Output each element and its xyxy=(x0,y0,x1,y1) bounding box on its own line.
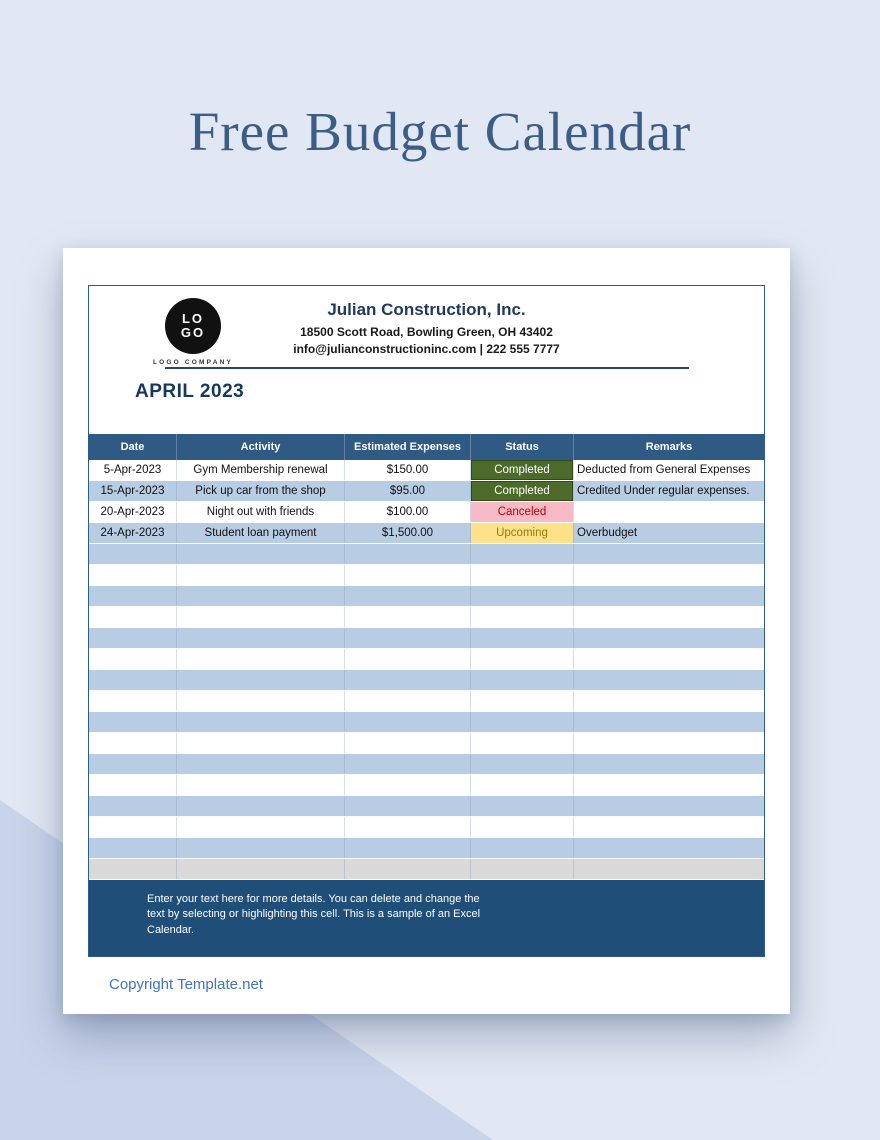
date-cell[interactable]: 20-Apr-2023 xyxy=(89,502,177,522)
expenses-cell[interactable]: $100.00 xyxy=(345,502,471,522)
empty-cell[interactable] xyxy=(471,544,574,564)
footer-note-block[interactable] xyxy=(89,880,764,956)
empty-cell[interactable] xyxy=(177,754,345,774)
empty-row xyxy=(89,775,764,796)
empty-cell[interactable] xyxy=(177,565,345,585)
status-badge[interactable]: Completed xyxy=(471,460,573,480)
company-logo xyxy=(137,298,249,366)
table-row xyxy=(89,460,764,481)
empty-cell[interactable] xyxy=(177,817,345,837)
empty-row xyxy=(89,796,764,817)
empty-cell[interactable] xyxy=(89,754,177,774)
empty-cell[interactable] xyxy=(574,754,764,774)
logo-circle-icon xyxy=(165,298,221,354)
empty-cell[interactable] xyxy=(471,607,574,627)
empty-cell[interactable] xyxy=(574,817,764,837)
empty-cell[interactable] xyxy=(89,775,177,795)
empty-cell[interactable] xyxy=(345,607,471,627)
empty-cell[interactable] xyxy=(574,712,764,732)
status-badge[interactable]: Completed xyxy=(471,481,573,501)
empty-cell[interactable] xyxy=(89,607,177,627)
footer-note-text: Enter your text here for more details. You can delete and change the text by selecting or highlighting this cell. This is a sample of an Excel Calendar. xyxy=(147,893,481,936)
empty-cell[interactable] xyxy=(345,586,471,606)
empty-cell[interactable] xyxy=(345,565,471,585)
remarks-cell[interactable]: Overbudget xyxy=(577,527,638,539)
empty-row xyxy=(89,859,764,880)
column-header-status: Status xyxy=(471,434,574,460)
empty-cell[interactable] xyxy=(345,628,471,648)
empty-cell[interactable] xyxy=(89,691,177,711)
empty-cell[interactable] xyxy=(471,691,574,711)
empty-row xyxy=(89,607,764,628)
empty-cell[interactable] xyxy=(177,775,345,795)
empty-cell[interactable] xyxy=(345,649,471,669)
empty-cell[interactable] xyxy=(345,670,471,690)
activity-cell[interactable]: Gym Membership renewal xyxy=(177,460,345,480)
activity-cell[interactable]: Night out with friends xyxy=(177,502,345,522)
empty-cell[interactable] xyxy=(471,628,574,648)
empty-cell[interactable] xyxy=(574,607,764,627)
empty-cell[interactable] xyxy=(177,691,345,711)
date-cell[interactable]: 5-Apr-2023 xyxy=(89,460,177,480)
table-row xyxy=(89,502,764,523)
empty-cell[interactable] xyxy=(89,586,177,606)
empty-cell[interactable] xyxy=(471,712,574,732)
activity-cell[interactable]: Pick up car from the shop xyxy=(177,481,345,501)
company-address: 18500 Scott Road, Bowling Green, OH 43402 xyxy=(300,325,553,339)
empty-cell[interactable] xyxy=(177,628,345,648)
empty-cell[interactable] xyxy=(177,733,345,753)
empty-cell[interactable] xyxy=(471,817,574,837)
empty-cell[interactable] xyxy=(345,691,471,711)
empty-cell[interactable] xyxy=(89,838,177,858)
empty-row xyxy=(89,586,764,607)
empty-cell[interactable] xyxy=(345,859,471,879)
empty-cell[interactable] xyxy=(345,733,471,753)
empty-cell[interactable] xyxy=(89,628,177,648)
status-cell[interactable] xyxy=(471,460,574,480)
empty-cell[interactable] xyxy=(574,796,764,816)
empty-row xyxy=(89,838,764,859)
empty-cell[interactable] xyxy=(471,775,574,795)
empty-cell[interactable] xyxy=(177,796,345,816)
empty-row xyxy=(89,733,764,754)
empty-cell[interactable] xyxy=(345,754,471,774)
logo-text-line1: LO xyxy=(181,310,205,326)
column-header-activity: Activity xyxy=(177,434,345,460)
empty-row xyxy=(89,754,764,775)
empty-cell[interactable] xyxy=(345,712,471,732)
empty-row xyxy=(89,817,764,838)
empty-cell[interactable] xyxy=(574,670,764,690)
empty-cell[interactable] xyxy=(89,670,177,690)
table-body-empty xyxy=(89,544,764,880)
remarks-cell[interactable]: Credited Under regular expenses. xyxy=(577,485,750,497)
letterhead xyxy=(89,286,764,434)
column-header-remarks: Remarks xyxy=(645,441,693,453)
column-header-expenses: Estimated Expenses xyxy=(345,434,471,460)
empty-cell[interactable] xyxy=(574,838,764,858)
empty-cell[interactable] xyxy=(345,838,471,858)
empty-cell[interactable] xyxy=(89,733,177,753)
status-cell[interactable] xyxy=(471,523,574,543)
empty-cell[interactable] xyxy=(177,712,345,732)
budget-sheet xyxy=(88,285,765,957)
empty-cell[interactable] xyxy=(177,838,345,858)
page-title: Free Budget Calendar xyxy=(188,101,692,162)
empty-row xyxy=(89,544,764,565)
empty-cell[interactable] xyxy=(89,859,177,879)
empty-cell[interactable] xyxy=(177,859,345,879)
empty-cell[interactable] xyxy=(574,775,764,795)
logo-text-line2: GO xyxy=(180,325,206,340)
empty-cell[interactable] xyxy=(471,649,574,669)
table-row xyxy=(89,481,764,502)
remarks-cell[interactable] xyxy=(574,502,764,522)
empty-cell[interactable] xyxy=(89,712,177,732)
empty-cell[interactable] xyxy=(574,565,764,585)
empty-row xyxy=(89,565,764,586)
empty-cell[interactable] xyxy=(471,670,574,690)
empty-cell[interactable] xyxy=(89,544,177,564)
date-cell[interactable]: 24-Apr-2023 xyxy=(89,523,177,543)
logo-caption: LOGO COMPANY xyxy=(152,359,234,366)
empty-cell[interactable] xyxy=(177,607,345,627)
empty-cell[interactable] xyxy=(574,628,764,648)
status-cell[interactable] xyxy=(471,502,574,522)
expenses-cell[interactable]: $95.00 xyxy=(345,481,471,501)
company-name: Julian Construction, Inc. xyxy=(327,300,526,319)
column-header-date: Date xyxy=(89,434,177,460)
empty-cell[interactable] xyxy=(345,817,471,837)
template-paper xyxy=(63,248,790,1014)
company-contact: info@julianconstructioninc.com | 222 555 7777 xyxy=(293,341,560,356)
month-title: APRIL 2023 xyxy=(135,380,245,402)
empty-cell[interactable] xyxy=(574,649,764,669)
empty-cell[interactable] xyxy=(177,586,345,606)
empty-row xyxy=(89,712,764,733)
empty-row xyxy=(89,628,764,649)
date-cell[interactable]: 15-Apr-2023 xyxy=(89,481,177,501)
empty-cell[interactable] xyxy=(89,649,177,669)
empty-row xyxy=(89,670,764,691)
table-header-row xyxy=(89,434,764,460)
empty-row xyxy=(89,649,764,670)
empty-row xyxy=(89,691,764,712)
empty-cell[interactable] xyxy=(471,586,574,606)
empty-cell[interactable] xyxy=(471,733,574,753)
empty-cell[interactable] xyxy=(574,544,764,564)
status-badge[interactable]: Canceled xyxy=(471,502,573,522)
expenses-cell[interactable]: $150.00 xyxy=(345,460,471,480)
empty-cell[interactable] xyxy=(471,796,574,816)
empty-cell[interactable] xyxy=(471,838,574,858)
empty-cell[interactable] xyxy=(345,775,471,795)
empty-cell[interactable] xyxy=(345,544,471,564)
empty-cell[interactable] xyxy=(89,796,177,816)
copyright-link[interactable]: Copyright Template.net xyxy=(109,976,263,993)
activity-cell[interactable]: Student loan payment xyxy=(177,523,345,543)
empty-cell[interactable] xyxy=(574,859,764,879)
remarks-cell[interactable]: Deducted from General Expenses xyxy=(577,464,751,476)
table-row xyxy=(89,523,764,544)
letterhead-divider xyxy=(165,367,689,369)
empty-cell[interactable] xyxy=(471,859,574,879)
empty-cell[interactable] xyxy=(177,544,345,564)
empty-cell[interactable] xyxy=(177,649,345,669)
empty-cell[interactable] xyxy=(89,565,177,585)
empty-cell[interactable] xyxy=(574,733,764,753)
empty-cell[interactable] xyxy=(574,691,764,711)
empty-cell[interactable] xyxy=(89,817,177,837)
status-cell[interactable] xyxy=(471,481,574,501)
empty-cell[interactable] xyxy=(471,565,574,585)
empty-cell[interactable] xyxy=(177,670,345,690)
empty-cell[interactable] xyxy=(471,754,574,774)
empty-cell[interactable] xyxy=(345,796,471,816)
expenses-cell[interactable]: $1,500.00 xyxy=(345,523,471,543)
status-badge[interactable]: Upcoming xyxy=(471,523,573,543)
empty-cell[interactable] xyxy=(574,586,764,606)
